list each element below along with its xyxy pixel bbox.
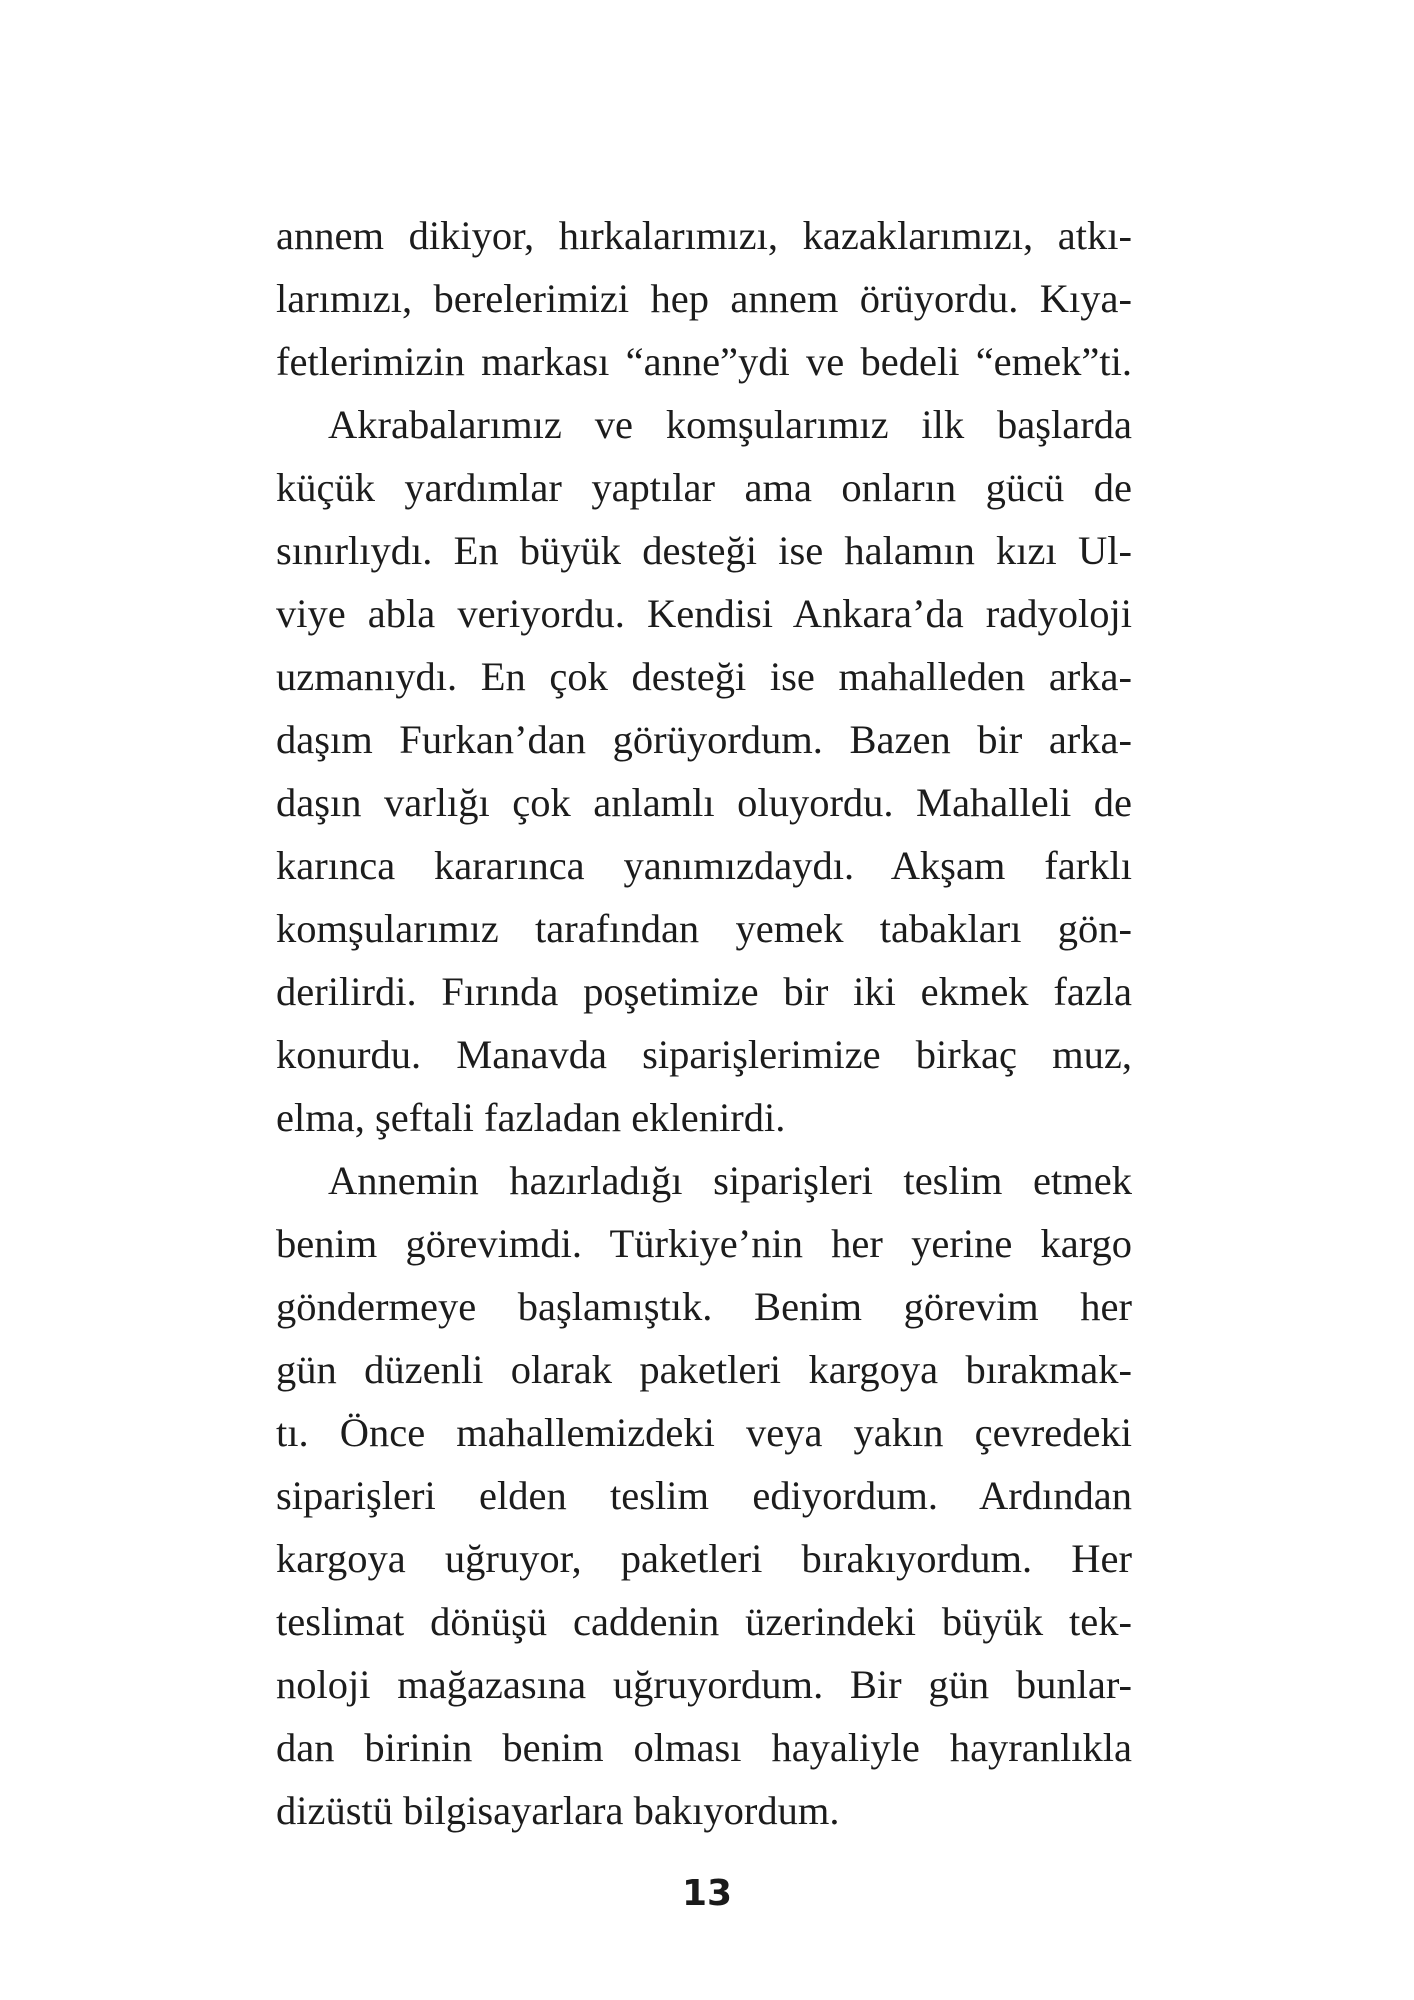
text-line: gün düzenli olarak paketleri kargoya bırakmak- — [276, 1347, 1132, 1392]
text-line: fetlerimizin markası “anne”ydi ve bedeli “emek”ti. — [276, 339, 1132, 384]
text-line: konurdu. Manavda siparişlerimize birkaç muz, — [276, 1032, 1132, 1077]
text-line: Annemin hazırladığı siparişleri teslim etmek — [328, 1158, 1132, 1203]
text-line: daşım Furkan’dan görüyordum. Bazen bir arka- — [276, 717, 1132, 762]
text-line: karınca kararınca yanımızdaydı. Akşam farklı — [276, 843, 1132, 888]
text-line: göndermeye başlamıştık. Benim görevim her — [276, 1284, 1132, 1329]
text-line: kargoya uğruyor, paketleri bırakıyordum. Her — [276, 1536, 1132, 1581]
text-line: küçük yardımlar yaptılar ama onların gücü de — [276, 465, 1132, 510]
paragraph-3 — [276, 1149, 1132, 1842]
text-line: dizüstü bilgisayarlara bakıyordum. — [276, 1788, 840, 1833]
paragraph-2 — [276, 393, 1132, 1149]
text-line: siparişleri elden teslim ediyordum. Ardından — [276, 1473, 1132, 1518]
paragraph-1 — [276, 204, 1132, 393]
text-line: elma, şeftali fazladan eklenirdi. — [276, 1095, 786, 1140]
text-line: sınırlıydı. En büyük desteği ise halamın kızı Ul- — [276, 528, 1132, 573]
text-line: daşın varlığı çok anlamlı oluyordu. Mahalleli de — [276, 780, 1132, 825]
text-line: uzmanıydı. En çok desteği ise mahalleden arka- — [276, 654, 1132, 699]
text-line: dan birinin benim olması hayaliyle hayranlıkla — [276, 1725, 1132, 1770]
text-line: derilirdi. Fırında poşetimize bir iki ekmek fazla — [276, 969, 1132, 1014]
text-line: Akrabalarımız ve komşularımız ilk başlarda — [328, 402, 1132, 447]
text-line: benim görevimdi. Türkiye’nin her yerine kargo — [276, 1221, 1132, 1266]
text-line: viye abla veriyordu. Kendisi Ankara’da radyoloji — [276, 591, 1132, 636]
text-line: tı. Önce mahallemizdeki veya yakın çevredeki — [276, 1410, 1132, 1455]
text-line: noloji mağazasına uğruyordum. Bir gün bunlar- — [276, 1662, 1132, 1707]
page-number: 13 — [681, 1873, 733, 1914]
text-line: komşularımız tarafından yemek tabakları gön- — [276, 906, 1132, 951]
text-line: larımızı, berelerimizi hep annem örüyordu. Kıya- — [276, 276, 1132, 321]
text-line: annem dikiyor, hırkalarımızı, kazaklarımızı, atkı- — [276, 213, 1132, 258]
text-line: teslimat dönüşü caddenin üzerindeki büyük tek- — [276, 1599, 1132, 1644]
body-text — [276, 204, 1132, 1842]
